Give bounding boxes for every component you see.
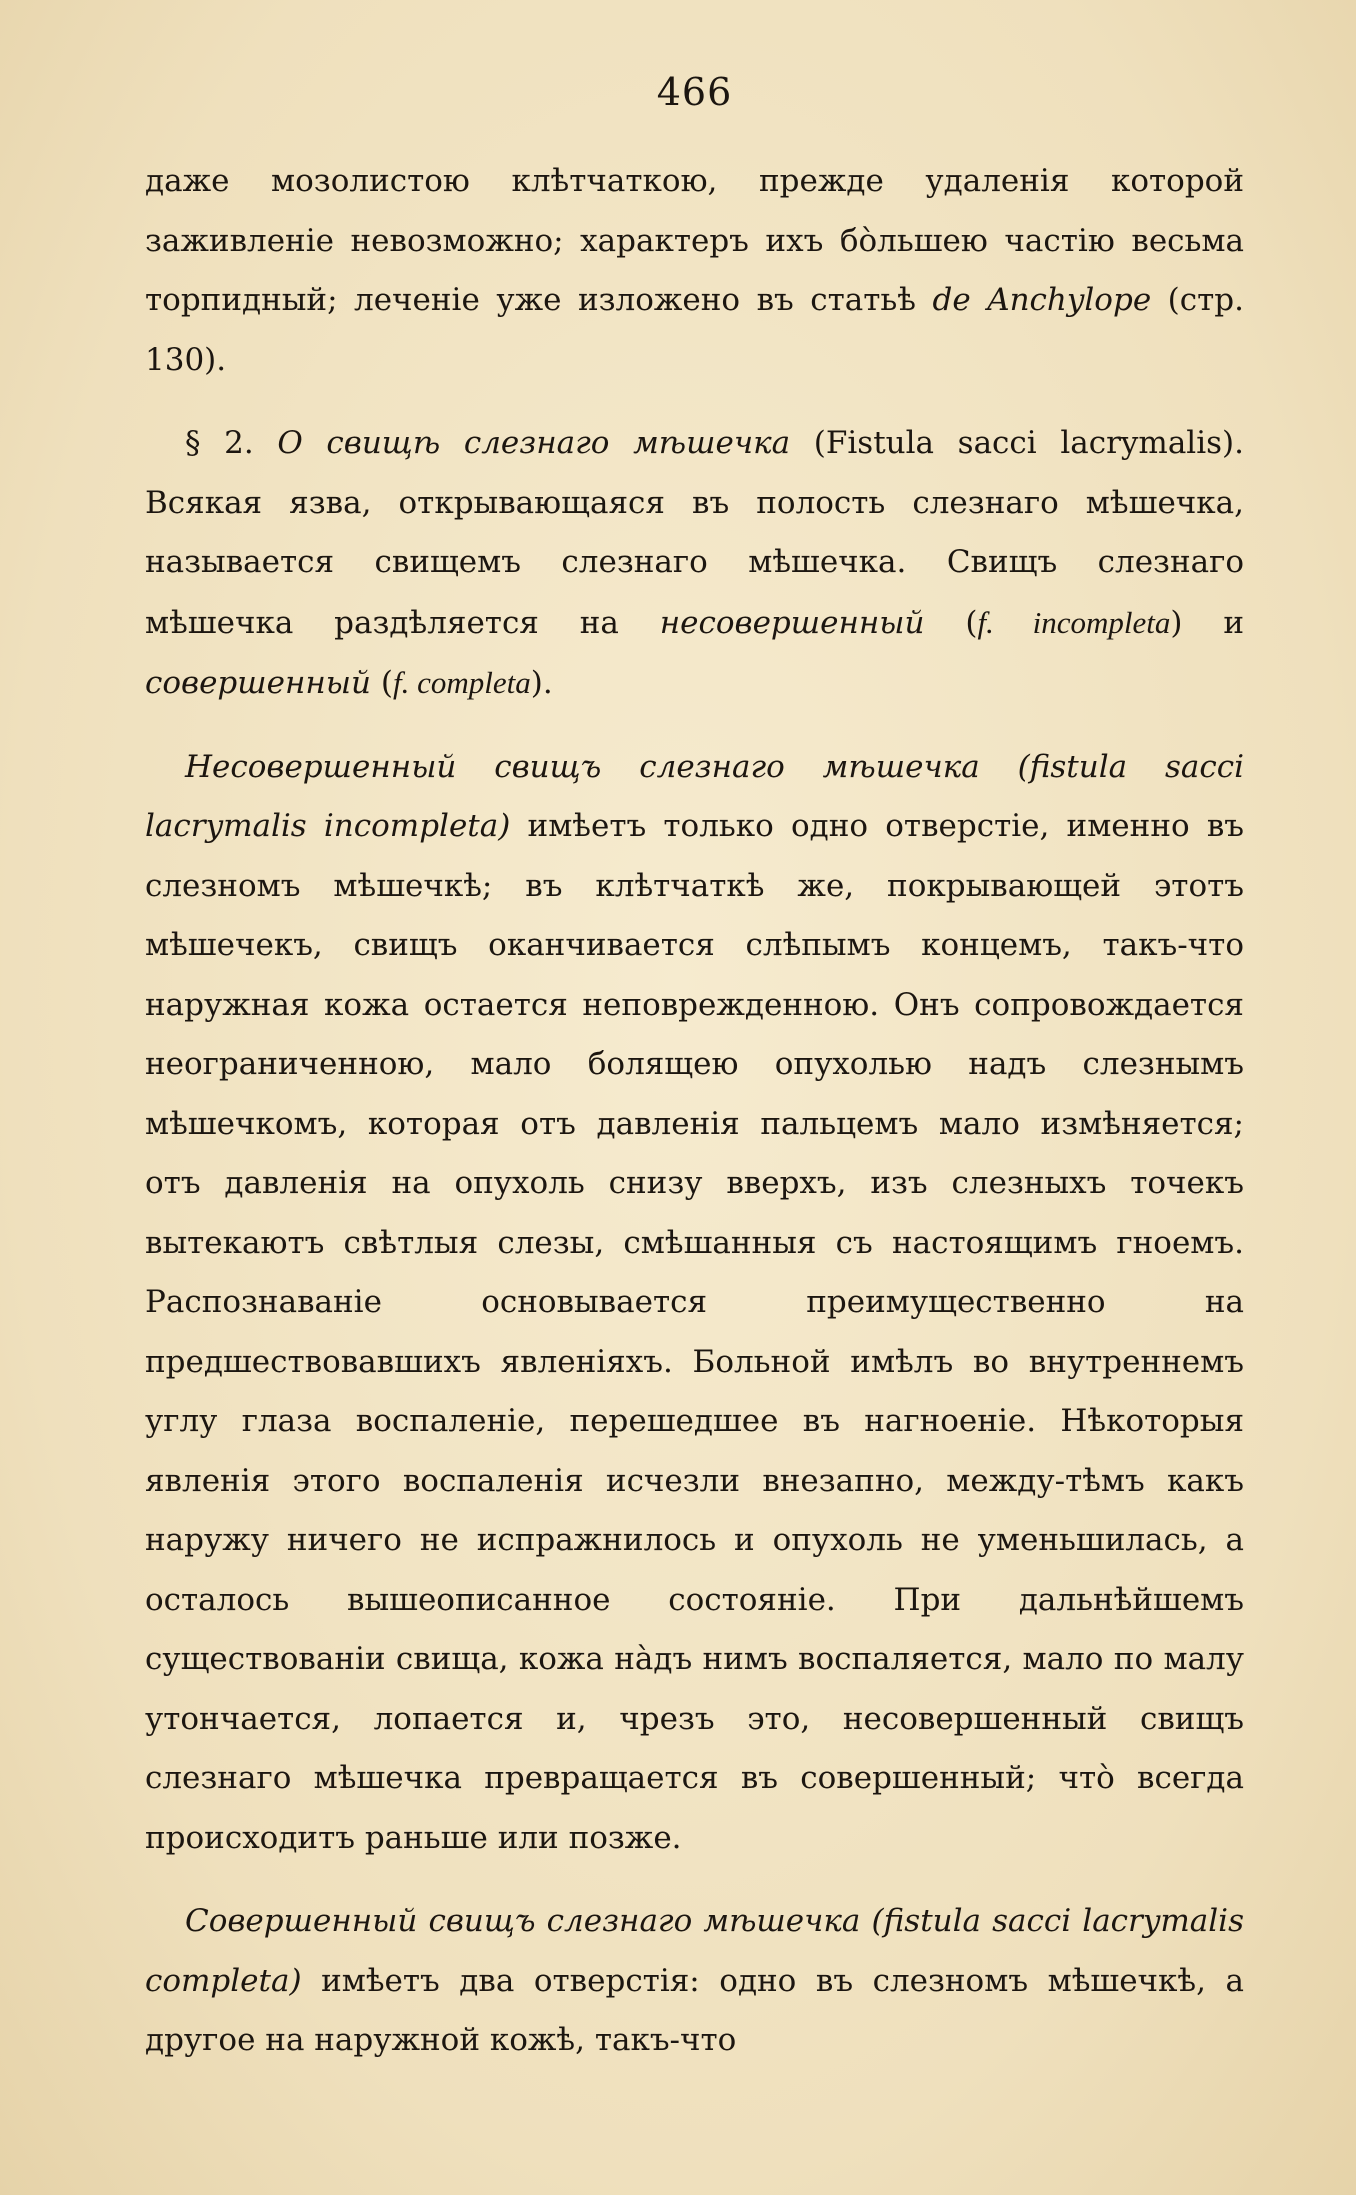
paragraph-1-italic-1: de Anchylope xyxy=(932,282,1152,318)
section-heading: О свищѣ слезнаго мѣшечка xyxy=(277,425,791,461)
paragraph-3 xyxy=(145,738,1244,1869)
paragraph-2-italic-4: совершенный xyxy=(145,665,372,701)
paragraph-2-text-5: ( xyxy=(371,665,393,701)
paragraph-1 xyxy=(145,152,1244,390)
paragraph-2-italic-2: несовершенный xyxy=(659,604,925,641)
paragraph-2-italic-5: f. completa xyxy=(392,665,531,700)
paragraph-2-text-2: (Fistula sacci lacrymalis). Всякая язва, открывающаяся въ полость слезнаго мѣшечка, называется свищемъ слезнаго мѣшечка. Свищъ слезнаго мѣшечка раздѣляется на xyxy=(145,425,1244,641)
paragraph-1-text-2: (стр. 130). xyxy=(145,282,1244,378)
paragraph-1-text-1: даже мозолистою клѣтчаткою, прежде удаленія которой заживленіе невозможно; характеръ ихъ бо̀льшею частію весьма торпидный; леченіе уже изложено въ статьѣ xyxy=(145,163,1244,318)
paragraph-2-section xyxy=(145,414,1244,714)
paragraph-3-italic-1: Несовершенный свищъ слезнаго мѣшечка (fistula sacci lacrymalis incompleta) xyxy=(145,748,1244,844)
paragraph-2-text-1: § 2. xyxy=(185,425,278,461)
page-number: 466 xyxy=(656,70,733,114)
paragraph-2-text-6: ). xyxy=(530,665,553,701)
paragraph-4-text-1: имѣетъ два отверстія: одно въ слезномъ мѣшечкѣ, а другое на наружной кожѣ, такъ-что xyxy=(145,1962,1244,2058)
paragraph-4-italic-1: Совершенный свищъ слезнаго мѣшечка (fistula sacci lacrymalis completa) xyxy=(145,1903,1244,1999)
paragraph-3-text-1: имѣетъ только одно отверстіе, именно въ слезномъ мѣшечкѣ; въ клѣтчаткѣ же, покрывающей этотъ мѣшечекъ, свищъ оканчивается слѣпымъ концемъ, такъ-что наружная кожа остается неповрежденною. Онъ сопровождается неограниченною, мало болящею опухолью надъ слезнымъ мѣшечкомъ, которая отъ давленія пальцемъ мало измѣняется; отъ давленія на опухоль снизу вверхъ, изъ слезныхъ точекъ вытекаютъ свѣтлыя слезы, смѣшанныя съ настоящимъ гноемъ. Распознаваніе основывается преимущественно на предшествовавшихъ явленіяхъ. Больной имѣлъ во внутреннемъ углу глаза воспаленіе, перешедшее въ нагноеніе. Нѣкоторыя явленія этого воспаленія исчезли внезапно, между-тѣмъ какъ наружу ничего не испражнилось и опухоль не уменьшилась, а осталось вышеописанное состояніе. При дальнѣйшемъ существованіи свища, кожа на̀дъ нимъ воспаляется, мало по малу утончается, лопается и, чрезъ это, несовершенный свищъ слезнаго мѣшечка превращается въ совершенный; что̀ всегда происходитъ раньше или позже. xyxy=(145,808,1245,1856)
paragraph-2-italic-3: f. incompleta xyxy=(977,604,1171,640)
paragraph-4 xyxy=(145,1892,1244,2071)
paragraph-2-text-3: ( xyxy=(924,604,978,641)
paragraph-2-text-4: ) и xyxy=(1170,604,1244,641)
